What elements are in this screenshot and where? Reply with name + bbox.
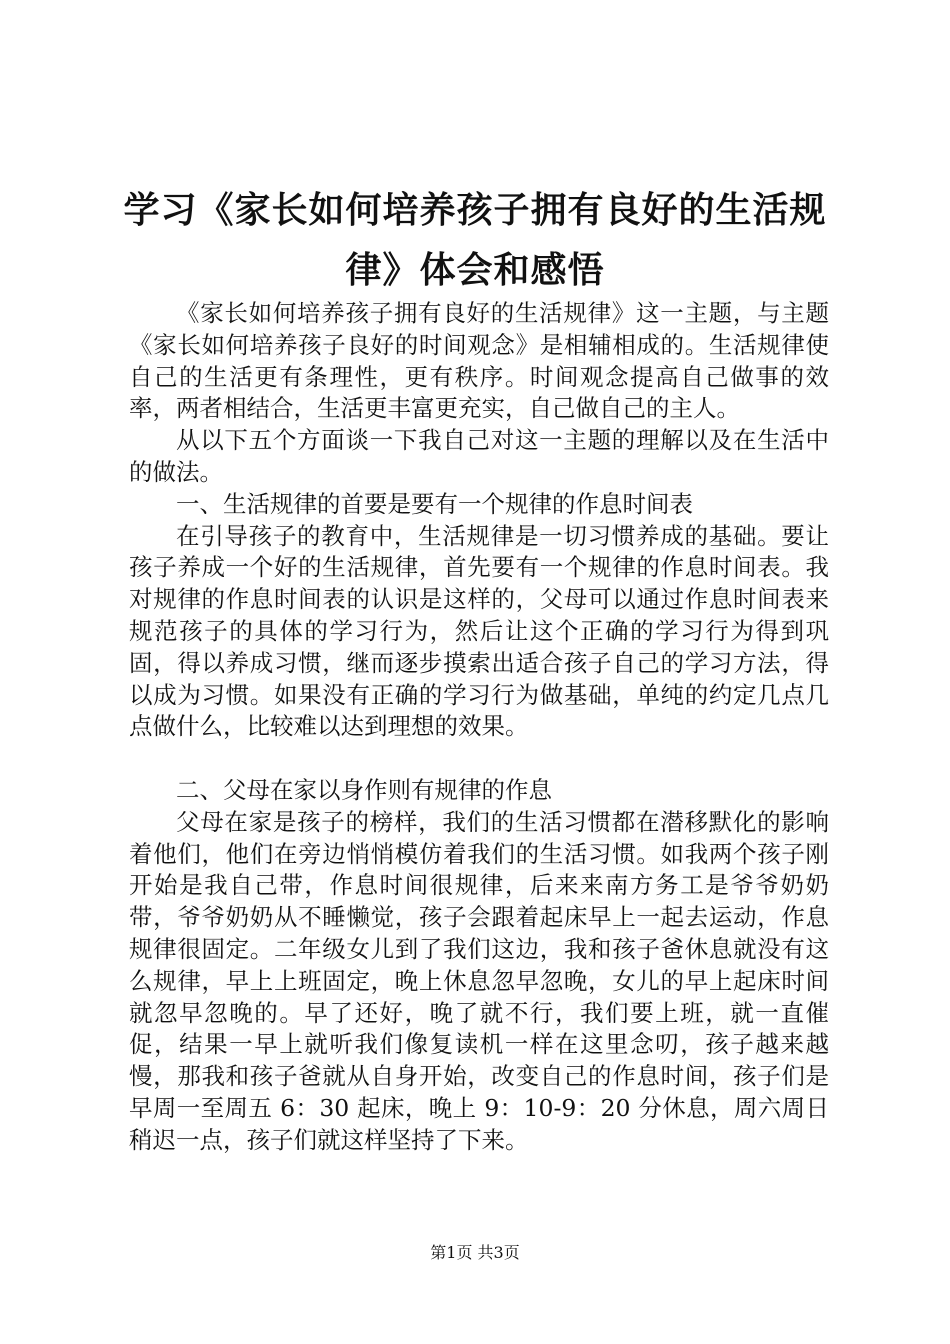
document-body	[129, 298, 829, 1157]
section-heading-2: 二、父母在家以身作则有规律的作息	[176, 775, 552, 804]
document-title-line-1: 学习《家长如何培养孩子拥有良好的生活规	[123, 189, 827, 231]
document-title-line-2: 律》体会和感悟	[345, 249, 605, 291]
section-heading-1: 一、生活规律的首要是要有一个规律的作息时间表	[176, 489, 693, 518]
paragraph-overview: 从以下五个方面谈一下我自己对这一主题的理解以及在生活中的做法。	[129, 426, 829, 486]
paragraph-section-1: 在引导孩子的教育中，生活规律是一切习惯养成的基础。要让孩子养成一个好的生活规律，首先要有一个规律的作息时间表。我对规律的作息时间表的认识是这样的，父母可以通过作息时间表来规范孩子的具体的学习行为，然后让这个正确的学习行为得到巩固，得以养成习惯，继而逐步摸索出适合孩子自己的学习方法，得以成为习惯。如果没有正确的学习行为做基础，单纯的约定几点几点做什么，比较难以达到理想的效果。	[129, 521, 829, 741]
paragraph-intro: 《家长如何培养孩子拥有良好的生活规律》这一主题，与主题《家长如何培养孩子良好的时间观念》是相辅相成的。生活规律使自己的生活更有条理性，更有秩序。时间观念提高自己做事的效率，两者相结合，生活更丰富更充实，自己做自己的主人。	[129, 299, 829, 423]
paragraph-section-2: 父母在家是孩子的榜样，我们的生活习惯都在潜移默化的影响着他们，他们在旁边悄悄模仿着我们的生活习惯。如我两个孩子刚开始是我自己带，作息时间很规律，后来来南方务工是爷爷奶奶带，爷爷奶奶从不睡懒觉，孩子会跟着起床早上一起去运动，作息规律很固定。二年级女儿到了我们这边，我和孩子爸休息就没有这么规律，早上上班固定，晚上休息忽早忽晚，女儿的早上起床时间就忽早忽晚的。早了还好，晚了就不行，我们要上班，就一直催促，结果一早上就听我们像复读机一样在这里念叨，孩子越来越慢，那我和孩子爸就从自身开始，改变自己的作息时间，孩子们是早周一至周五 6：30 起床，晚上 9：10-9：20 分休息，周六周日稍迟一点，孩子们就这样坚持了下来。	[129, 807, 829, 1154]
page-number-footer: 第1页 共3页	[430, 1243, 520, 1262]
